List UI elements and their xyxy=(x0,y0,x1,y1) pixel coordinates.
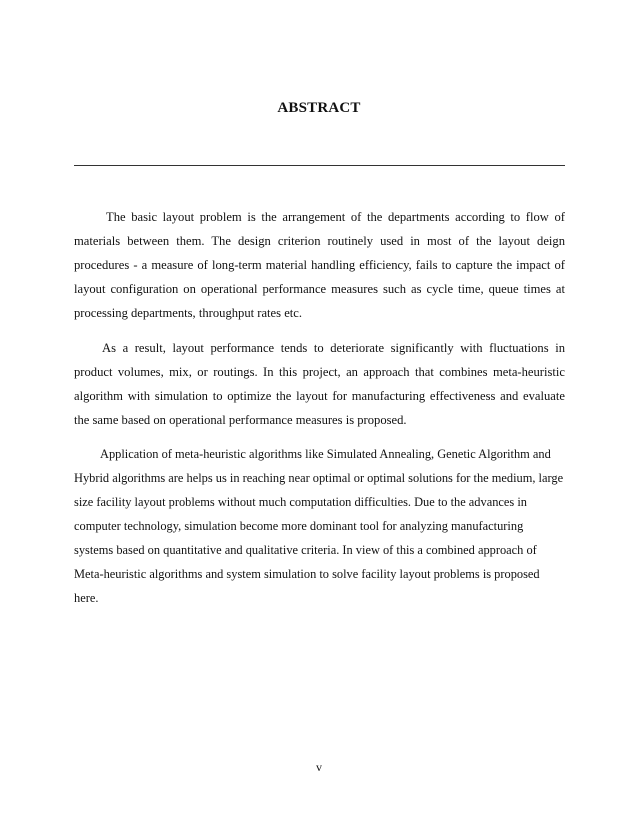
title-divider xyxy=(74,165,565,166)
page-title: ABSTRACT xyxy=(277,100,361,116)
abstract-body xyxy=(74,205,565,610)
abstract-paragraph-2: As a result, layout performance tends to deteriorate significantly with fluctuations in product volumes, mix, or routings. In this project, an approach that combines meta-heuristic algorithm with simulation to optimize the layout for manufacturing effectiveness and evaluate the same based on operational performance measures is proposed. xyxy=(74,341,565,427)
page-number: v xyxy=(316,760,322,774)
abstract-paragraph-1: The basic layout problem is the arrangement of the departments according to flow of materials between them. The design criterion routinely used in most of the layout deign procedures - a measure of long-term material handling efficiency, fails to capture the impact of layout configuration on operational performance measures such as cycle time, queue times at processing departments, throughput rates etc. xyxy=(74,210,565,320)
abstract-paragraph-3: Application of meta-heuristic algorithms like Simulated Annealing, Genetic Algorithm and Hybrid algorithms are helps us in reaching near optimal or optimal solutions for the medium, large size facility layout problems without much computation difficulties. Due to the advances in computer technology, simulation become more dominant tool for analyzing manufacturing systems based on quantitative and qualitative criteria. In view of this a combined approach of Meta-heuristic algorithms and system simulation to solve facility layout problems is proposed here. xyxy=(74,447,564,605)
